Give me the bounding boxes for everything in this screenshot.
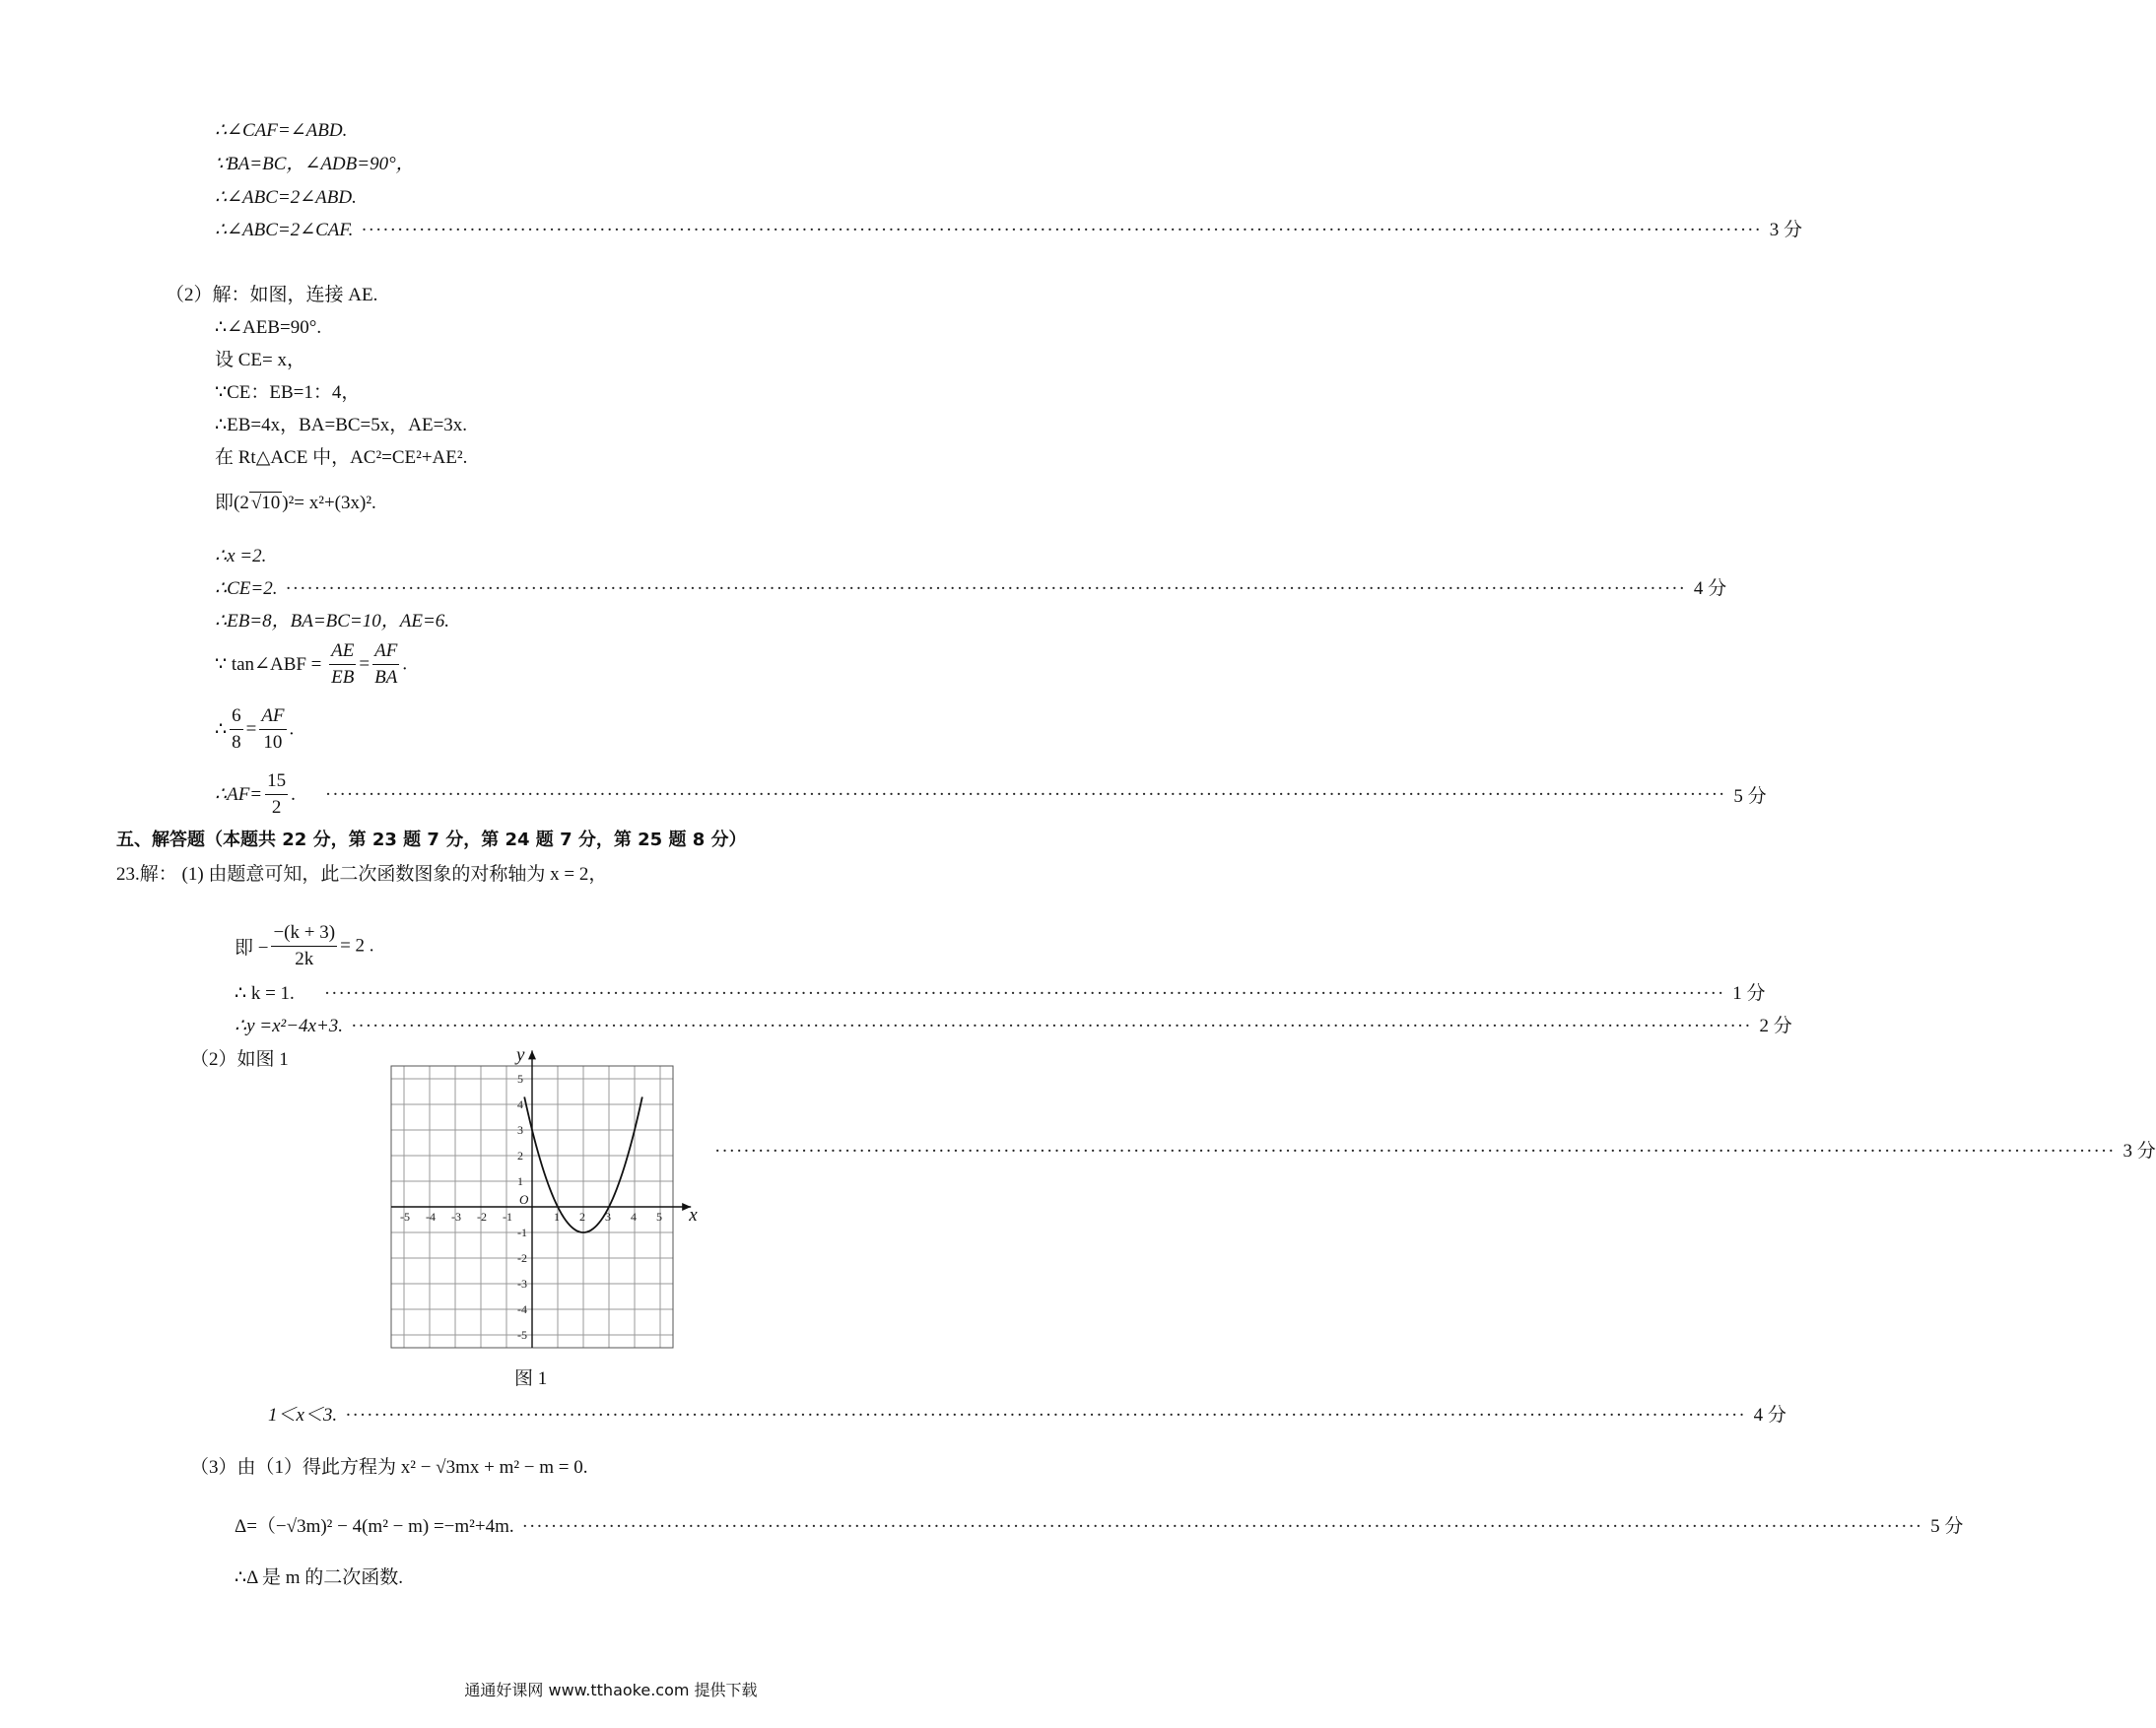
numerator: 15 (265, 768, 288, 795)
part2-line-7: ∴x =2. (215, 546, 267, 566)
y-axis-arrow (528, 1050, 536, 1059)
dot-leader (522, 1515, 1922, 1539)
x-tick-label: -1 (503, 1210, 512, 1224)
inequality-row (268, 1404, 1786, 1428)
equals: = (359, 653, 371, 675)
dot-leader (325, 784, 1725, 806)
dot-leader (351, 1015, 1751, 1038)
y-tick-label: -3 (517, 1277, 527, 1291)
part2-line-9: ∴EB=8，BA=BC=10，AE=6. (215, 611, 450, 631)
part2-line-1: ∴∠AEB=90°. (215, 317, 322, 338)
sqrt-10: √10 (250, 493, 281, 513)
af-result-row (215, 768, 1767, 821)
graph-score-row (714, 1140, 2156, 1163)
proof-line-1: ∴∠CAF=∠ABD. (215, 120, 348, 141)
figure-caption: 图 1 (514, 1368, 548, 1389)
dot-leader (714, 1140, 2115, 1163)
numerator: −(k + 3) (271, 920, 337, 947)
x-tick-label: -5 (400, 1210, 410, 1224)
denominator: 2 (271, 797, 282, 818)
equals: = (245, 718, 257, 740)
y-tick-label: 4 (517, 1097, 523, 1111)
part3-line: （3）由（1）得此方程为 x² − √3mx + m² − m = 0. (190, 1457, 588, 1478)
period: . (289, 718, 295, 740)
denominator: 8 (232, 732, 241, 753)
numerator: 6 (230, 703, 243, 730)
fraction-15-2 (265, 768, 288, 821)
x-tick-label: 2 (579, 1210, 585, 1224)
inequality: 1＜x＜3. (268, 1405, 338, 1426)
proof-line-4: ∴∠ABC=2∠CAF. (215, 220, 354, 240)
y-tick-label: -2 (517, 1251, 527, 1265)
score-3b: 3 分 (2122, 1141, 2156, 1162)
proof-line-4-row (215, 219, 1803, 242)
x-tick-label: 4 (631, 1210, 637, 1224)
score-5b: 5 分 (1930, 1516, 1964, 1537)
sqrt-value: 10 (261, 493, 281, 513)
x-tick-label: -3 (451, 1210, 461, 1224)
x-tick-label: 5 (656, 1210, 662, 1224)
q23-jie-equation (235, 920, 374, 972)
numerator: AE (329, 638, 356, 665)
section-heading: 五、解答题（本题共 22 分，第 23 题 7 分，第 24 题 7 分，第 25 题 8 分） (116, 830, 747, 850)
tan-prefix: ∵ tan∠ABF = (215, 654, 322, 675)
x-tick-label: -2 (477, 1210, 487, 1224)
proof-line-3: ∴∠ABC=2∠ABD. (215, 187, 357, 208)
q23-intro: 23.解： (1) 由题意可知，此二次函数图象的对称轴为 x = 2， (116, 864, 608, 885)
ratio-equation (215, 703, 294, 756)
y-tick-label: 2 (517, 1149, 523, 1163)
part2-line-6 (215, 492, 376, 515)
y-tick-label: 3 (517, 1123, 523, 1137)
y-line-row (235, 1015, 1792, 1038)
part2-figure-label: （2）如图 1 (190, 1049, 289, 1070)
part2-line-4: ∴EB=4x，BA=BC=5x，AE=3x. (215, 415, 468, 435)
k-line-row (235, 982, 1766, 1006)
eq-prefix: 即(2 (215, 493, 249, 513)
denominator: 10 (263, 732, 283, 753)
k-line: ∴ k = 1. (235, 983, 295, 1004)
dot-leader (345, 1404, 1745, 1428)
fraction-af-10 (259, 703, 286, 756)
therefore: ∴ (215, 719, 228, 740)
eq-end: = 2 . (340, 935, 374, 957)
score-4: 4 分 (1693, 578, 1727, 599)
score-3: 3 分 (1769, 220, 1803, 240)
numerator: AF (259, 703, 286, 730)
y-tick-label: -4 (517, 1302, 527, 1316)
eq-suffix: )²= x²+(3x)². (282, 493, 376, 513)
fraction-ae-eb (329, 638, 356, 691)
numerator: AF (372, 638, 399, 665)
part2-line-2: 设 CE= x， (215, 350, 305, 370)
x-tick-label: 1 (554, 1210, 560, 1224)
period: . (402, 653, 408, 675)
af-prefix: ∴AF= (215, 784, 263, 805)
y-tick-label: 5 (517, 1072, 523, 1086)
part2-line-8: ∴CE=2. (215, 578, 278, 599)
denominator: EB (331, 667, 355, 688)
dot-leader (285, 577, 1685, 601)
y-axis-label: y (516, 1044, 525, 1066)
fraction-6-8 (230, 703, 243, 756)
score-2: 2 分 (1759, 1016, 1792, 1036)
x-tick-label: -4 (426, 1210, 436, 1224)
denominator: 2k (295, 949, 314, 969)
parabola-graph (389, 1039, 698, 1355)
x-tick-label: 3 (605, 1210, 611, 1224)
delta-line: Δ=（−√3m)² − 4(m² − m) =−m²+4m. (235, 1516, 514, 1537)
y-tick-label: -1 (517, 1226, 527, 1239)
score-1: 1 分 (1732, 983, 1766, 1004)
period: . (291, 783, 296, 805)
page-footer: 通通好课网 www.tthaoke.com 提供下载 (464, 1681, 758, 1699)
fraction-k (271, 920, 337, 972)
fraction-af-ba (372, 638, 399, 691)
score-5: 5 分 (1733, 786, 1767, 807)
proof-line-2: ∵BA=BC，∠ADB=90°， (215, 154, 415, 174)
delta-row (235, 1515, 1964, 1539)
x-axis-label: x (689, 1205, 698, 1226)
part2-line-5: 在 Rt△ACE 中，AC²=CE²+AE². (215, 447, 468, 468)
y-tick-label: -5 (517, 1328, 527, 1342)
dot-leader (361, 219, 1761, 242)
tan-equation (215, 638, 407, 691)
jie-prefix: 即 − (235, 938, 269, 959)
part2-line-8-row (215, 577, 1727, 601)
last-line: ∴Δ 是 m 的二次函数. (235, 1567, 404, 1588)
y-tick-label: 1 (517, 1174, 523, 1188)
dot-leader (324, 982, 1724, 1006)
part2-line-3: ∵CE：EB=1：4， (215, 382, 361, 403)
origin-label: O (519, 1192, 529, 1207)
y-line: ∴y =x²−4x+3. (235, 1016, 344, 1036)
score-4b: 4 分 (1753, 1405, 1786, 1426)
part2-intro: （2）解：如图，连接 AE. (166, 285, 378, 305)
denominator: BA (374, 667, 398, 688)
